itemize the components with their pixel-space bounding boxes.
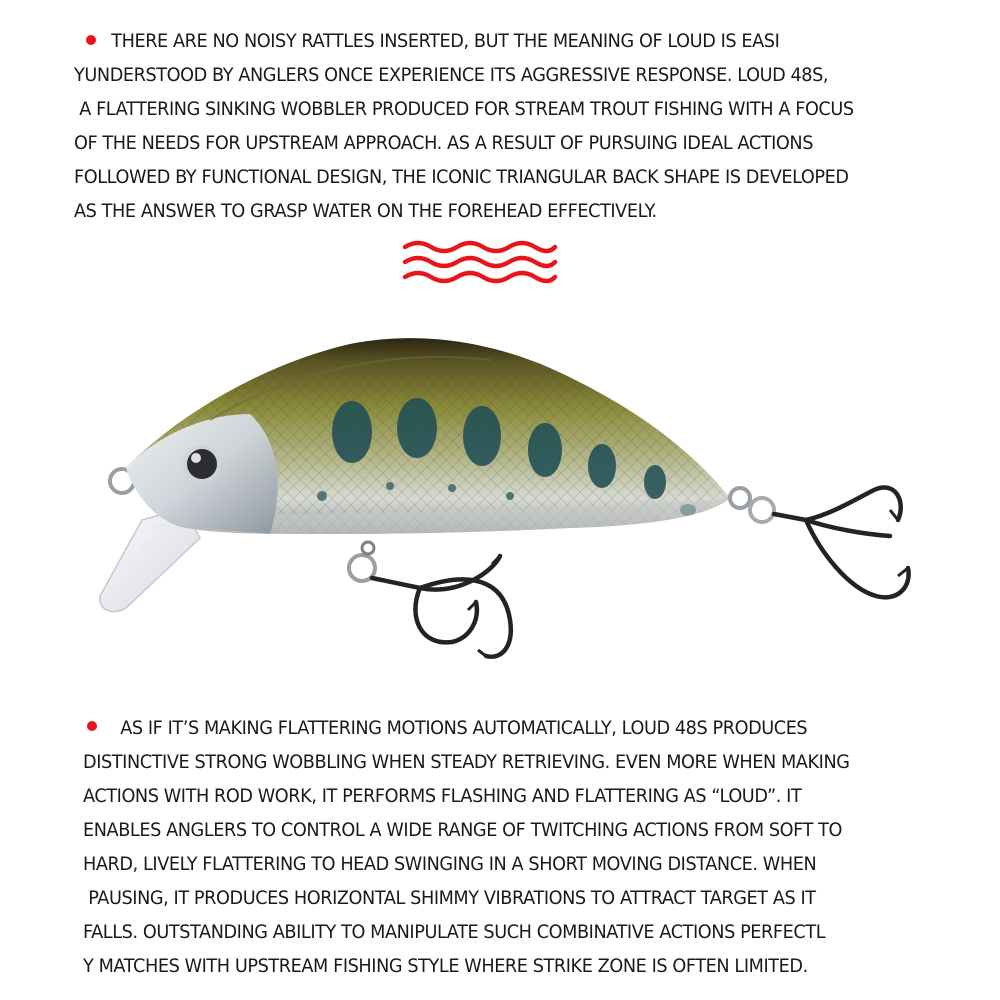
paragraph-line: FOLLOWED BY FUNCTIONAL DESIGN, THE ICONIC TRIANGULAR BACK SHAPE IS DEVELOPED	[74, 166, 849, 188]
paragraph-line: AS IF IT’S MAKING FLATTERING MOTIONS AUTOMATICALLY, LOUD 48S PRODUCES	[120, 717, 808, 739]
paragraph-line: ACTIONS WITH ROD WORK, IT PERFORMS FLASHING AND FLATTERING AS “LOUD”. IT	[83, 785, 802, 807]
paragraph-line: THERE ARE NO NOISY RATTLES INSERTED, BUT THE MEANING OF LOUD IS EASI	[111, 30, 780, 52]
paragraph-line: HARD, LIVELY FLATTERING TO HEAD SWINGING IN A SHORT MOVING DISTANCE. WHEN	[83, 853, 817, 875]
fishing-lure-image	[90, 320, 920, 670]
paragraph-line: ENABLES ANGLERS TO CONTROL A WIDE RANGE OF TWITCHING ACTIONS FROM SOFT TO	[83, 819, 843, 841]
paragraph-line: PAUSING, IT PRODUCES HORIZONTAL SHIMMY VIBRATIONS TO ATTRACT TARGET AS IT	[83, 887, 816, 909]
paragraph-line: YUNDERSTOOD BY ANGLERS ONCE EXPERIENCE ITS AGGRESSIVE RESPONSE. LOUD 48S,	[74, 64, 829, 86]
paragraph-line: FALLS. OUTSTANDING ABILITY TO MANIPULATE SUCH COMBINATIVE ACTIONS PERFECTL	[83, 921, 826, 943]
actions-paragraph	[83, 711, 850, 983]
wave-lines-icon	[400, 238, 560, 294]
paragraph-line: Y MATCHES WITH UPSTREAM FISHING STYLE WHERE STRIKE ZONE IS OFTEN LIMITED.	[83, 955, 808, 977]
paragraph-line: AS THE ANSWER TO GRASP WATER ON THE FOREHEAD EFFECTIVELY.	[74, 200, 657, 222]
paragraph-line: OF THE NEEDS FOR UPSTREAM APPROACH. AS A RESULT OF PURSUING IDEAL ACTIONS	[74, 132, 814, 154]
paragraph-line: A FLATTERING SINKING WOBBLER PRODUCED FOR STREAM TROUT FISHING WITH A FOCUS	[74, 98, 854, 120]
paragraph-line: DISTINCTIVE STRONG WOBBLING WHEN STEADY RETRIEVING. EVEN MORE WHEN MAKING	[83, 751, 850, 773]
intro-paragraph	[74, 24, 854, 228]
